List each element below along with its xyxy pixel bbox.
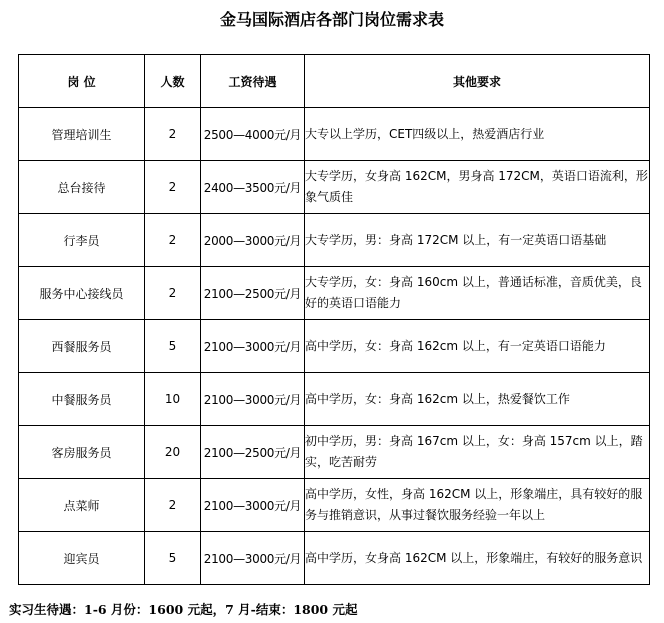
cell-count: 2 <box>145 214 201 267</box>
header-count: 人数 <box>145 55 201 108</box>
cell-salary: 2000—3000元/月 <box>201 214 305 267</box>
header-requirements: 其他要求 <box>305 55 650 108</box>
cell-salary: 2100—3000元/月 <box>201 532 305 585</box>
cell-position: 中餐服务员 <box>19 373 145 426</box>
cell-salary: 2100—3000元/月 <box>201 373 305 426</box>
cell-requirements: 大专学历，男：身高 172CM 以上，有一定英语口语基础 <box>305 214 650 267</box>
table-header-row <box>19 55 650 108</box>
table-row <box>19 426 650 479</box>
table-row <box>19 479 650 532</box>
cell-count: 5 <box>145 320 201 373</box>
header-salary: 工资待遇 <box>201 55 305 108</box>
page-title: 金马国际酒店各部门岗位需求表 <box>219 10 444 29</box>
cell-count: 2 <box>145 479 201 532</box>
table-row <box>19 532 650 585</box>
cell-requirements: 大专学历，女身高 162CM，男身高 172CM，英语口语流利，形象气质佳 <box>305 161 650 214</box>
cell-salary: 2100—3000元/月 <box>201 320 305 373</box>
table-row <box>19 108 650 161</box>
cell-salary: 2400—3500元/月 <box>201 161 305 214</box>
cell-count: 2 <box>145 267 201 320</box>
table-row <box>19 214 650 267</box>
cell-position: 迎宾员 <box>19 532 145 585</box>
cell-count: 5 <box>145 532 201 585</box>
cell-salary: 2100—2500元/月 <box>201 426 305 479</box>
table-row <box>19 320 650 373</box>
cell-position: 点菜师 <box>19 479 145 532</box>
header-position: 岗 位 <box>19 55 145 108</box>
cell-salary: 2100—3000元/月 <box>201 479 305 532</box>
cell-position: 管理培训生 <box>19 108 145 161</box>
cell-requirements: 初中学历，男：身高 167cm 以上，女：身高 157cm 以上，踏实，吃苦耐劳 <box>305 426 650 479</box>
table-row <box>19 373 650 426</box>
cell-count: 20 <box>145 426 201 479</box>
cell-requirements: 高中学历，女性，身高 162CM 以上，形象端庄，具有较好的服务与推销意识，从事过餐饮服务经验一年以上 <box>305 479 650 532</box>
cell-salary: 2500—4000元/月 <box>201 108 305 161</box>
cell-requirements: 大专以上学历，CET四级以上，热爱酒店行业 <box>305 108 650 161</box>
cell-position: 西餐服务员 <box>19 320 145 373</box>
cell-position: 行李员 <box>19 214 145 267</box>
table-row <box>19 267 650 320</box>
job-requirements-table <box>18 54 650 585</box>
cell-requirements: 高中学历，女：身高 162cm 以上，有一定英语口语能力 <box>305 320 650 373</box>
cell-position: 服务中心接线员 <box>19 267 145 320</box>
cell-count: 2 <box>145 108 201 161</box>
cell-position: 客房服务员 <box>19 426 145 479</box>
cell-requirements: 高中学历，女：身高 162cm 以上，热爱餐饮工作 <box>305 373 650 426</box>
cell-position: 总台接待 <box>19 161 145 214</box>
table-row <box>19 161 650 214</box>
cell-count: 10 <box>145 373 201 426</box>
cell-requirements: 高中学历，女身高 162CM 以上，形象端庄，有较好的服务意识 <box>305 532 650 585</box>
intern-salary-note: 实习生待遇：1-6 月份：1600 元起，7 月-结束：1800 元起 <box>9 602 358 617</box>
cell-salary: 2100—2500元/月 <box>201 267 305 320</box>
cell-count: 2 <box>145 161 201 214</box>
cell-requirements: 大专学历，女：身高 160cm 以上，普通话标准，音质优美，良好的英语口语能力 <box>305 267 650 320</box>
